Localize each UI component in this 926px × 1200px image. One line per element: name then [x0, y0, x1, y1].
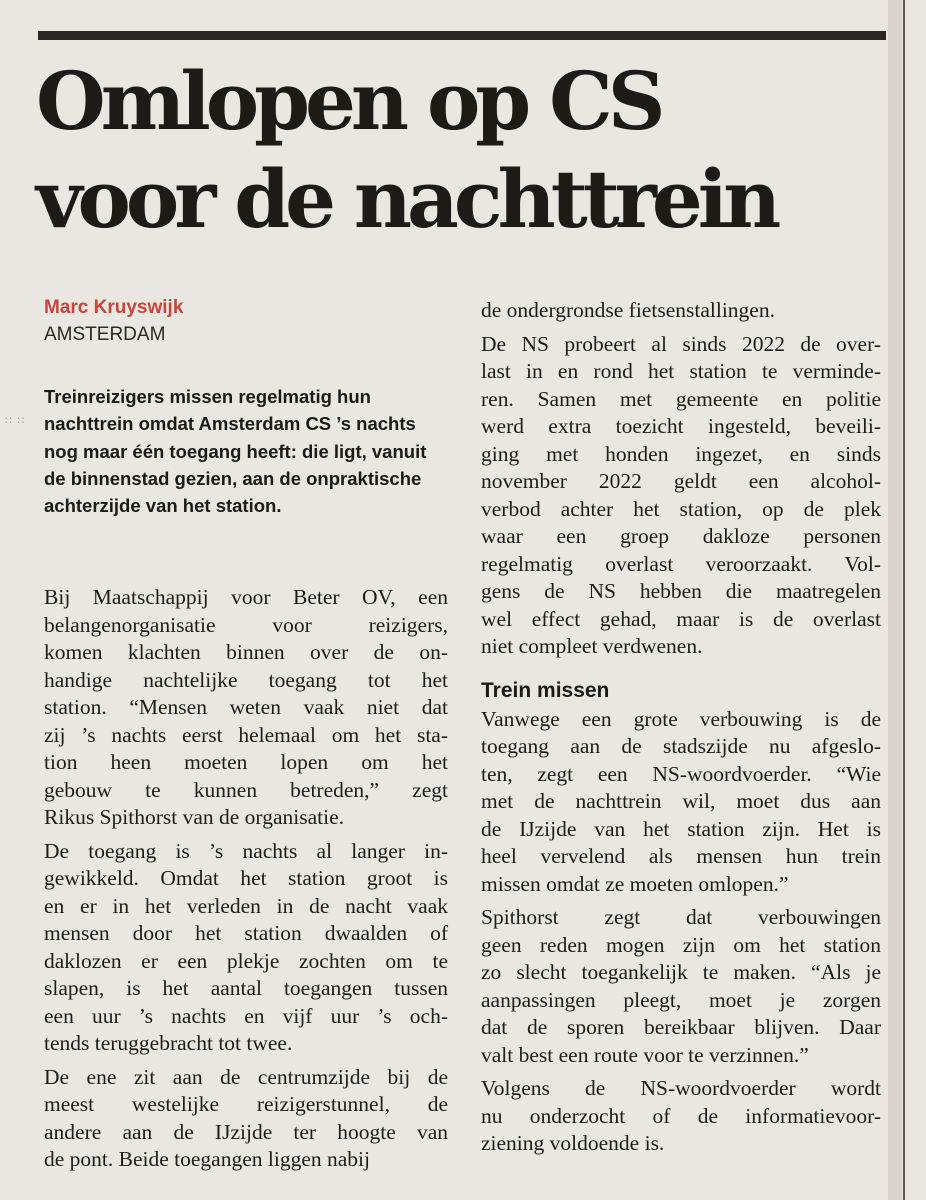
text-line: Volgens de NS-woordvoerder wordt — [481, 1076, 881, 1100]
text-line: Spithorst zegt dat verbouwingen — [481, 905, 881, 929]
text-line: wel effect gehad, maar is de overlast — [481, 606, 881, 631]
text-line: gens de NS hebben die maatregelen — [481, 579, 881, 603]
text-line: station. “Mensen weten vaak niet dat — [44, 695, 448, 719]
subheading: Trein missen — [481, 678, 610, 702]
text-line: ziening voldoende is. — [481, 1131, 665, 1155]
dateline-city: AMSTERDAM — [44, 324, 166, 345]
text-line: gewikkeld. Omdat het station groot is — [44, 866, 448, 890]
paragraph — [481, 297, 881, 325]
text-line: zij ’s nachts eerst helemaal om het sta- — [44, 722, 448, 747]
paragraph — [44, 584, 448, 832]
headline-line-1: Omlopen op CS — [36, 54, 661, 148]
paragraph — [481, 904, 881, 1069]
text-line: meest westelijke reizigerstunnel, de — [44, 1092, 448, 1116]
text-line: missen omdat ze moeten omlopen.” — [481, 871, 789, 896]
text-line: verbod achter het station, op de plek — [481, 496, 881, 521]
text-line: gebouw te kunnen betreden,” zegt — [44, 777, 448, 802]
text-line: Bij Maatschappij voor Beter OV, een — [44, 585, 448, 609]
text-line: tends teruggebracht tot twee. — [44, 1031, 293, 1055]
column-2-bottom-text — [481, 706, 881, 1158]
text-line: De toegang is ’s nachts al langer in- — [44, 838, 448, 863]
text-line: ren. Samen met gemeente en politie — [481, 386, 881, 411]
text-line: last in en rond het station te verminde- — [481, 359, 881, 383]
text-line: regelmatig overlast veroorzaakt. Vol- — [481, 551, 881, 576]
body-column-1 — [44, 584, 448, 1174]
text-line: Vanwege een grote verbouwing is de — [481, 706, 881, 731]
body-column-2 — [481, 297, 881, 1158]
text-line: Rikus Spithorst van de organisatie. — [44, 805, 344, 829]
text-line: ging met honden ingezet, en sinds — [481, 441, 881, 466]
text-line: heel vervelend als mensen hun trein — [481, 844, 881, 868]
text-line: november 2022 geldt een alcohol- — [481, 469, 881, 493]
headline-line-2: voor de nachttrein — [36, 152, 777, 246]
text-line: werd extra toezicht ingesteld, beveili- — [481, 414, 881, 438]
text-line: andere aan de IJzijde ter hoogte van — [44, 1119, 448, 1144]
paragraph — [44, 1064, 448, 1174]
text-line: valt best een route voor te verzinnen.” — [481, 1042, 809, 1067]
column-divider-rule — [903, 0, 905, 1200]
text-line: niet compleet verdwenen. — [481, 634, 703, 658]
text-line: toegang aan de stadszijde nu afgeslo- — [481, 734, 881, 758]
text-line: de pont. Beide toegangen liggen nabij — [44, 1147, 370, 1171]
text-line: de IJzijde van het station zijn. Het is — [481, 816, 881, 841]
text-line: met de nachttrein wil, moet dus aan — [481, 789, 881, 813]
text-line: daklozen er een plekje zochten om te — [44, 948, 448, 973]
text-line: waar een groep dakloze personen — [481, 524, 881, 548]
text-line: dat de sporen bereikbaar blijven. Daar — [481, 1015, 881, 1039]
text-line: mensen door het station dwaalden of — [44, 921, 448, 945]
text-line: geen reden mogen zijn om het station — [481, 932, 881, 957]
paragraph — [44, 838, 448, 1058]
paragraph — [481, 331, 881, 661]
paragraph — [481, 1075, 881, 1158]
text-line: ten, zegt een NS-woordvoerder. “Wie — [481, 761, 881, 786]
text-line: handige nachtelijke toegang tot het — [44, 667, 448, 692]
text-line: slapen, is het aantal toegangen tussen — [44, 976, 448, 1000]
text-line: zo slecht toegankelijk te maken. “Als je — [481, 960, 881, 984]
top-rule — [38, 31, 886, 40]
text-line: belangenorganisatie voor reizigers, — [44, 612, 448, 637]
text-line: aanpassingen pleegt, moet je zorgen — [481, 987, 881, 1012]
margin-mark: ∷ ∷ — [5, 414, 26, 427]
text-line: de ondergrondse fietsenstallingen. — [481, 298, 775, 322]
text-line: en er in het verleden in de nacht vaak — [44, 893, 448, 918]
headline — [36, 52, 886, 248]
text-line: een uur ’s nachts en vijf uur ’s och- — [44, 1003, 448, 1028]
adjacent-page-bleed — [888, 0, 902, 1200]
author-byline: Marc Kruyswijk — [44, 297, 184, 318]
text-line: nu onderzocht of de informatievoor- — [481, 1103, 881, 1128]
lead-paragraph: Treinreizigers missen regelmatig hun nachttrein omdat Amsterdam CS ’s nachts nog maar één toegang heeft: die ligt, vanuit de binnenstad gezien, aan de onpraktische achterzijde van het station. — [44, 386, 427, 517]
text-line: komen klachten binnen over de on- — [44, 640, 448, 664]
text-line: tion heen moeten lopen om het — [44, 750, 448, 774]
text-line: De ene zit aan de centrumzijde bij de — [44, 1064, 448, 1089]
column-2-top-text — [481, 297, 881, 661]
text-line: De NS probeert al sinds 2022 de over- — [481, 331, 881, 356]
paragraph — [481, 706, 881, 899]
